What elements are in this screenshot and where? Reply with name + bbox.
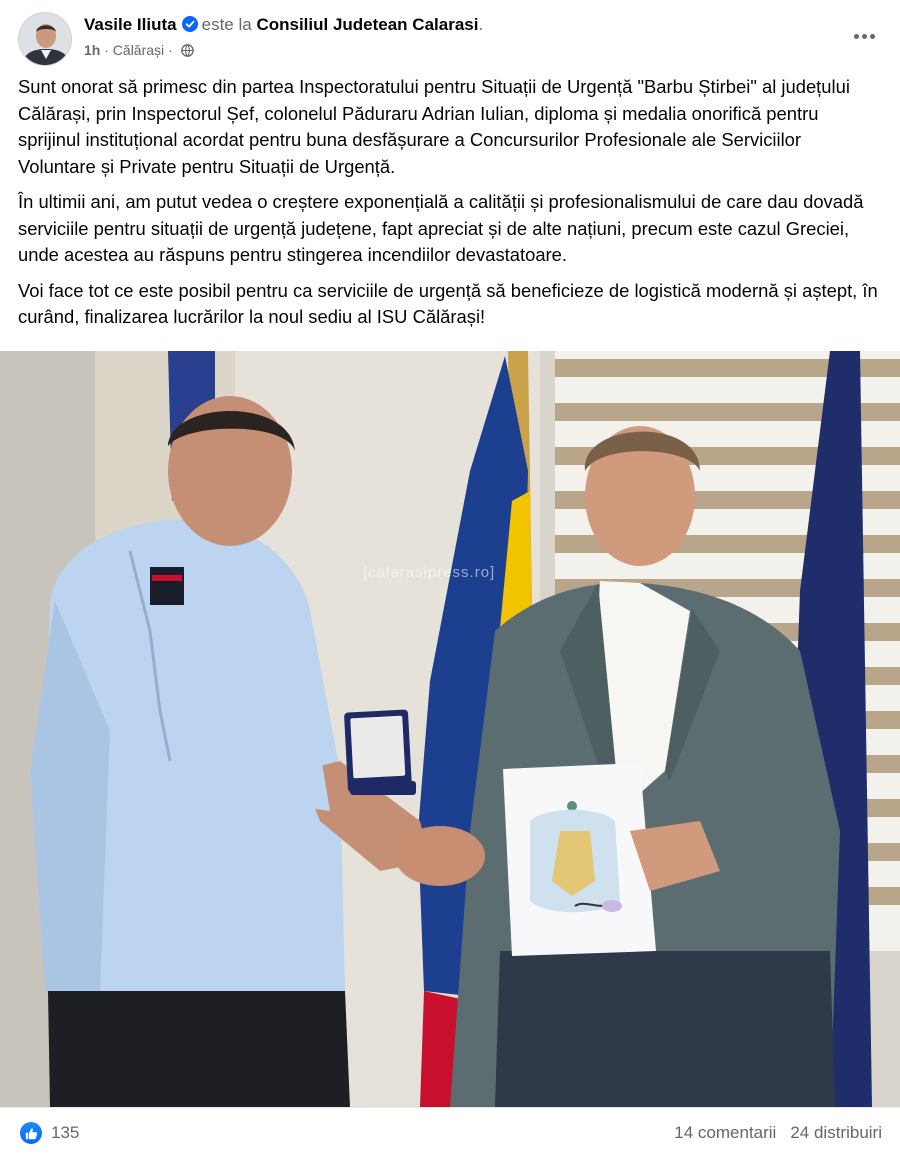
- photo-illustration: [0, 351, 900, 1107]
- meta-separator: ·: [100, 42, 113, 58]
- meta-separator-2: ·: [164, 42, 177, 58]
- comments-count[interactable]: 14 comentarii: [674, 1123, 777, 1142]
- diploma: [503, 763, 656, 956]
- author-line: [84, 14, 483, 36]
- post-paragraph-1: Sunt onorat să primesc din partea Inspectoratului pentru Situații de Urgență "Barbu Știrbei" al județului Călărași, prin Inspectorul Șef, colonelul Păduraru Adrian Iulian, diploma și medalia onorifică pentru sprijinul instituțional acordat pentru buna desfășurare a Concursurilor Profesionale ale Serviciilor Voluntare și Private pentru Situații de Urgență.: [18, 76, 850, 177]
- medal-box: [344, 709, 416, 795]
- post-text: [18, 74, 880, 340]
- post-photo[interactable]: [0, 351, 900, 1107]
- globe-icon[interactable]: [181, 44, 194, 57]
- post-header: [18, 10, 882, 68]
- shares-count[interactable]: 24 distribuiri: [790, 1123, 882, 1142]
- post-time[interactable]: 1h: [84, 42, 101, 58]
- like-count: 135: [51, 1123, 80, 1142]
- author-connector: este la: [201, 15, 252, 34]
- post-paragraph-2: În ultimii ani, am putut vedea o creștere exponențială a calității și profesionalismului de care dau dovadă serviciile pentru situații de urgență județene, fapt apreciat și de alte națiuni, precum este cazul Greciei, unde acestea au răspuns pentru stingerea incendiilor devastatoare.: [18, 191, 864, 265]
- post-stats: [674, 1123, 882, 1143]
- photo-watermark: [calarasipress.ro]: [363, 564, 496, 581]
- post-location[interactable]: Călărași: [112, 42, 165, 58]
- post-paragraph-3: Voi face tot ce este posibil pentru ca serviciile de urgență să beneficieze de logistică modernă și aștept, în curând, finalizarea lucrărilor la noul sediu al ISU Călărași!: [18, 279, 878, 327]
- reactions-summary[interactable]: [20, 1122, 79, 1144]
- more-dot: [870, 34, 875, 39]
- like-thumb-icon: [20, 1122, 42, 1144]
- post-footer: [0, 1107, 900, 1156]
- more-options-icon[interactable]: [846, 22, 882, 50]
- more-dot: [862, 34, 867, 39]
- post-meta: [84, 41, 194, 59]
- author-avatar[interactable]: [18, 12, 72, 66]
- author-line-suffix: .: [478, 15, 484, 34]
- author-name[interactable]: Vasile Iliuta: [84, 15, 177, 34]
- handshake: [395, 826, 485, 886]
- verified-badge-icon: [182, 16, 198, 32]
- more-dot: [854, 34, 859, 39]
- tagged-page-name[interactable]: Consiliul Judetean Calarasi: [256, 15, 479, 34]
